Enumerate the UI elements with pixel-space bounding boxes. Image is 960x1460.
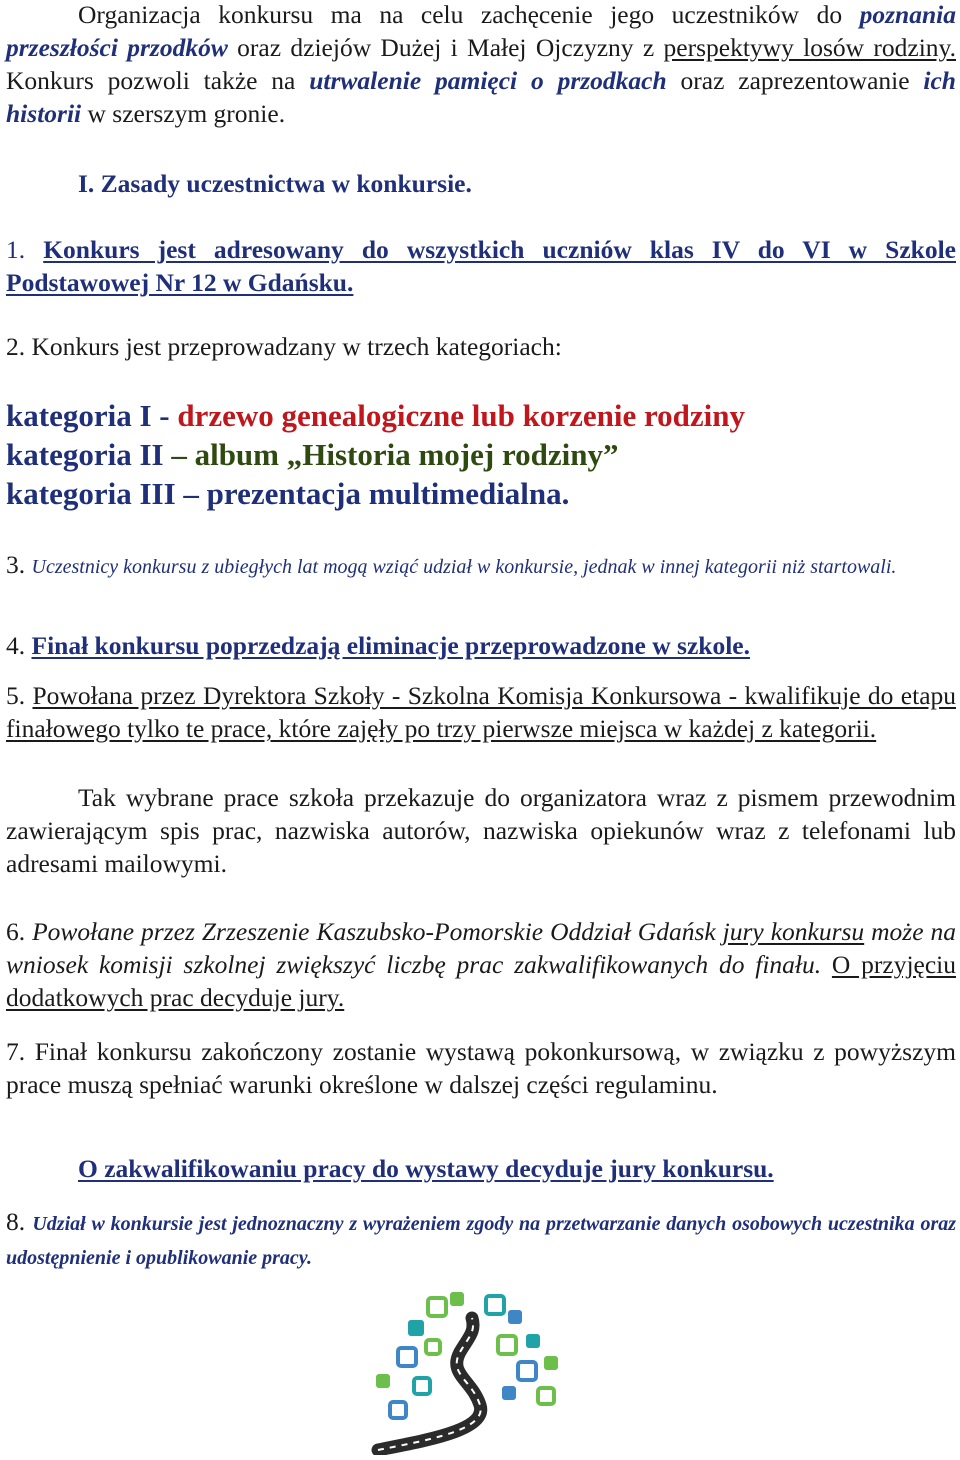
category-2	[6, 436, 619, 474]
category-label: kategoria I	[6, 398, 152, 433]
item-7: 7. Finał konkursu zakończony zostanie wystawą pokonkursową, w związku z powyższym prace muszą spełniać warunki określone w dalszej części regulaminu.	[6, 1037, 956, 1099]
item-number: 4.	[6, 631, 32, 660]
category-text: – prezentacja multimedialna.	[175, 476, 570, 511]
item-7-note: O zakwalifikowaniu pracy do wystawy decyduje jury konkursu.	[78, 1154, 774, 1183]
category-3	[6, 475, 569, 513]
item-5-text: Powołana przez Dyrektora Szkoły - Szkolna Komisja Konkursowa - kwalifikuje do etapu finałowego tylko te prace, które zajęły po trzy pierwsze miejsca w każdej z kategorii.	[6, 681, 957, 743]
item-3-text: Uczestnicy konkursu z ubiegłych lat mogą wziąć udział w konkursie, jednak w innej kategorii niż startowali.	[31, 556, 897, 578]
category-text: – album „Historia mojej rodziny”	[163, 437, 619, 472]
item-8-text: Udział w konkursie jest jednoznaczny z wyrażeniem zgody na przetwarzanie danych osobowych uczestnika oraz udostępnienie i opublikowanie pracy.	[6, 1213, 957, 1269]
item-number: 8.	[6, 1207, 33, 1236]
item-number: 5.	[6, 681, 33, 710]
item-6-jury: jury konkursu	[722, 917, 865, 946]
intro-text: oraz zaprezentowanie	[666, 66, 924, 95]
intro-emphasis: ich historii	[6, 66, 956, 128]
category-text: drzewo genealogiczne lub korzenie rodziny	[177, 398, 746, 433]
item-4-text: Finał konkursu poprzedzają eliminacje przeprowadzone w szkole.	[31, 631, 750, 660]
category-label: kategoria III	[6, 476, 176, 511]
item-6-text: może na wniosek komisji szkolnej zwiększyć liczbę prac zakwalifikowanych do finału.	[6, 917, 957, 979]
item-1-text: Konkurs jest adresowany do wszystkich uczniów klas IV do VI w Szkole Podstawowej Nr 12 w Gdańsku.	[6, 235, 956, 297]
family-tree-logo-icon	[368, 1290, 588, 1455]
item-5-paragraph-2	[6, 781, 956, 880]
item-5-paragraph-2-text: Tak wybrane prace szkoła przekazuje do organizatora wraz z pismem przewodnim zawierającym spis prac, nazwiska autorów, nazwiska opiekunów wraz z telefonami lub adresami mailowymi.	[6, 783, 956, 878]
item-5	[6, 679, 956, 745]
item-6-text: Powołane przez Zrzeszenie Kaszubsko-Pomorskie Oddział Gdańsk	[32, 917, 723, 946]
category-label: kategoria II	[6, 437, 164, 472]
item-1	[6, 233, 956, 299]
category-separator: -	[151, 398, 178, 433]
intro-text: Konkurs pozwoli także na	[6, 66, 310, 95]
intro-emphasis: poznania przeszłości przodków	[6, 0, 956, 62]
item-6-note: O przyjęciu dodatkowych prac decyduje jury.	[6, 950, 956, 1012]
intro-text: w szerszym gronie.	[81, 99, 286, 128]
item-6	[6, 915, 956, 1014]
intro-underlined: perspektywy losów rodziny.	[663, 33, 956, 62]
intro-text: oraz dziejów Dużej i Małej Ojczyzny z	[227, 33, 664, 62]
item-number: 6.	[6, 917, 33, 946]
item-3	[6, 548, 956, 582]
item-4	[6, 629, 956, 662]
intro-paragraph	[6, 0, 956, 130]
item-8	[6, 1205, 956, 1273]
category-1	[6, 397, 745, 435]
intro-text: Organizacja konkursu ma na celu zachęcenie jego uczestników do	[78, 0, 860, 29]
section-heading: I. Zasady uczestnictwa w konkursie.	[78, 169, 472, 198]
item-number: 1.	[6, 235, 44, 264]
item-number: 3.	[6, 550, 32, 579]
item-2: 2. Konkurs jest przeprowadzany w trzech kategoriach:	[6, 332, 562, 361]
intro-emphasis: utrwalenie pamięci o przodkach	[309, 66, 667, 95]
